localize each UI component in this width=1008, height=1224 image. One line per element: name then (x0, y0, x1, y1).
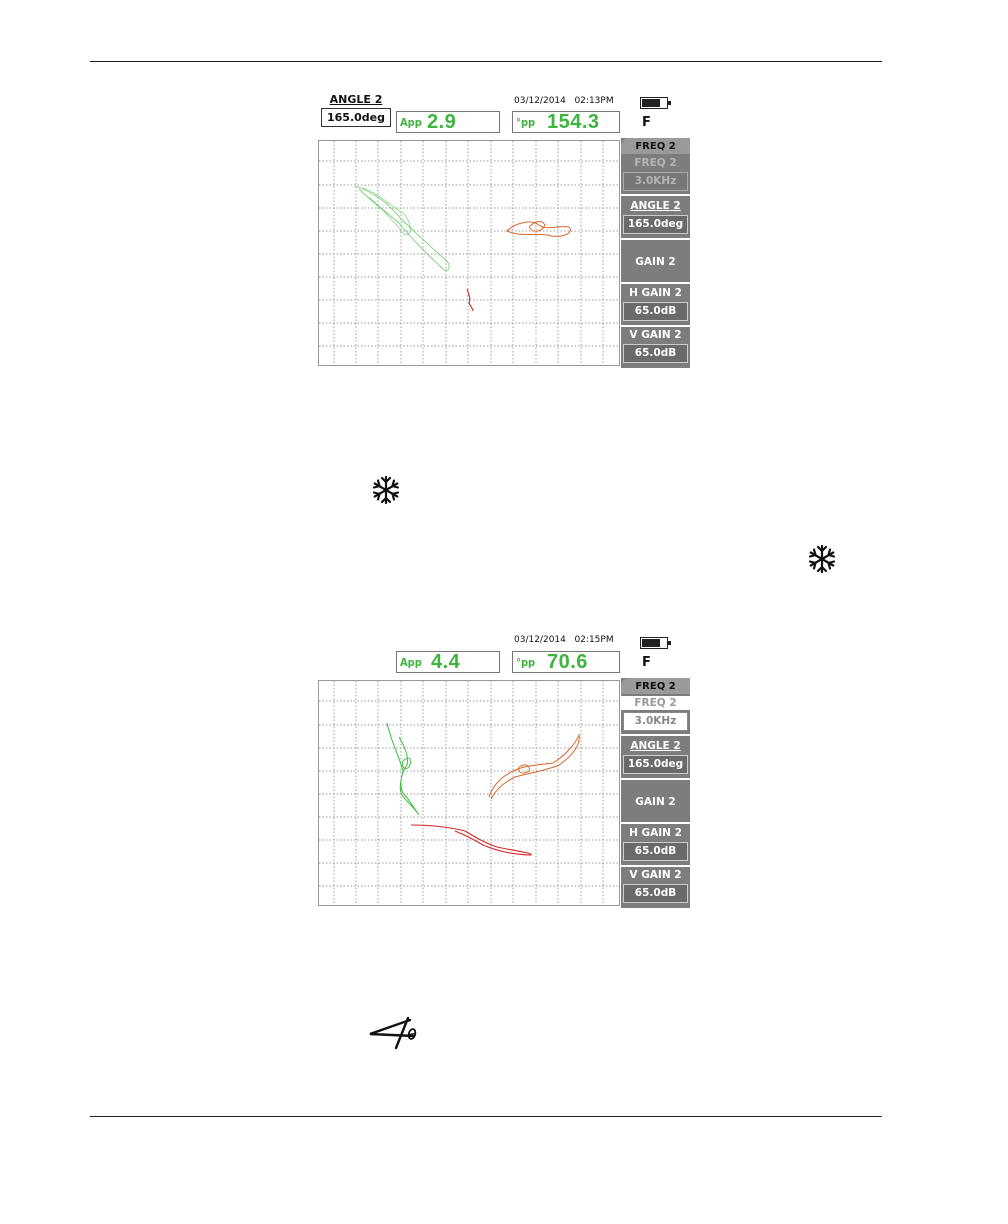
mode-indicator: F (642, 655, 651, 670)
amplitude-unit: App (400, 656, 422, 669)
amplitude-readout (396, 111, 500, 133)
impedance-plane-display (318, 680, 620, 906)
hgain-value[interactable]: 65.0dB (623, 302, 688, 321)
date-time: 03/12/2014 02:13PM (514, 96, 614, 106)
orange-signal-trace-2 (529, 221, 545, 231)
instrument-screen-1 (318, 92, 690, 368)
orange-signal-trace-2 (519, 765, 530, 773)
angle-readout-box (319, 93, 393, 129)
phase-value: 154.3 (547, 111, 600, 133)
phase-value: 70.6 (547, 651, 588, 673)
menu-separator (621, 778, 690, 780)
menu-separator (621, 325, 690, 327)
instrument-screen-2 (318, 632, 690, 908)
orange-signal-trace (489, 735, 579, 799)
side-menu-2 (621, 678, 690, 908)
vgain-label: V GAIN 2 (629, 869, 682, 881)
freq-label: FREQ 2 (621, 696, 690, 710)
vgain-value[interactable]: 65.0dB (623, 884, 688, 903)
freq-value[interactable]: 3.0KHz (623, 712, 688, 731)
gain-button[interactable]: GAIN 2 (635, 256, 676, 268)
phase-unit: °pp (516, 656, 536, 669)
hgain-value[interactable]: 65.0dB (623, 842, 688, 861)
green-signal-trace-2 (402, 758, 410, 768)
amplitude-unit: App (400, 116, 422, 129)
hgain-label: H GAIN 2 (629, 287, 682, 299)
angle-label: ANGLE 2 (630, 740, 681, 752)
green-signal-trace (387, 723, 419, 815)
angle-value[interactable]: 165.0deg (623, 215, 688, 234)
phase-unit: °pp (516, 116, 536, 129)
menu-tab-freq[interactable]: FREQ 2 (621, 138, 690, 154)
menu-separator (621, 282, 690, 284)
angle-readout-label: ANGLE 2 (329, 93, 383, 106)
amplitude-value: 4.4 (431, 651, 461, 673)
menu-separator (621, 238, 690, 240)
menu-separator (621, 194, 690, 196)
angle-theta-icon (366, 1014, 422, 1054)
angle-readout-value: 165.0deg (321, 108, 391, 127)
freq-value[interactable]: 3.0KHz (623, 172, 688, 191)
menu-separator (621, 734, 690, 736)
amplitude-value: 2.9 (427, 111, 457, 133)
page-bottom-rule (90, 1116, 882, 1117)
battery-icon (640, 97, 668, 109)
vgain-value[interactable]: 65.0dB (623, 344, 688, 363)
menu-separator (621, 865, 690, 867)
battery-icon (640, 637, 668, 649)
date-time: 03/12/2014 02:15PM (514, 635, 614, 645)
freq-label: FREQ 2 (634, 157, 677, 169)
gain-button[interactable]: GAIN 2 (635, 796, 676, 808)
mode-indicator: F (642, 115, 651, 130)
menu-tab-freq[interactable]: FREQ 2 (621, 678, 690, 694)
impedance-plane-display (318, 140, 620, 366)
side-menu-1 (621, 138, 690, 368)
angle-value[interactable]: 165.0deg (623, 755, 688, 774)
signal-plot-svg (319, 141, 620, 366)
snowflake-icon (806, 543, 838, 579)
snowflake-icon (370, 474, 402, 510)
vgain-label: V GAIN 2 (629, 329, 682, 341)
page-top-rule (90, 61, 882, 62)
hgain-label: H GAIN 2 (629, 827, 682, 839)
signal-plot-svg (319, 681, 620, 906)
phase-readout (512, 651, 620, 673)
orange-signal-trace (507, 222, 570, 236)
amplitude-readout (396, 651, 500, 673)
angle-label: ANGLE 2 (630, 200, 681, 212)
menu-separator (621, 822, 690, 824)
green-signal-trace (355, 186, 449, 270)
phase-readout (512, 111, 620, 133)
